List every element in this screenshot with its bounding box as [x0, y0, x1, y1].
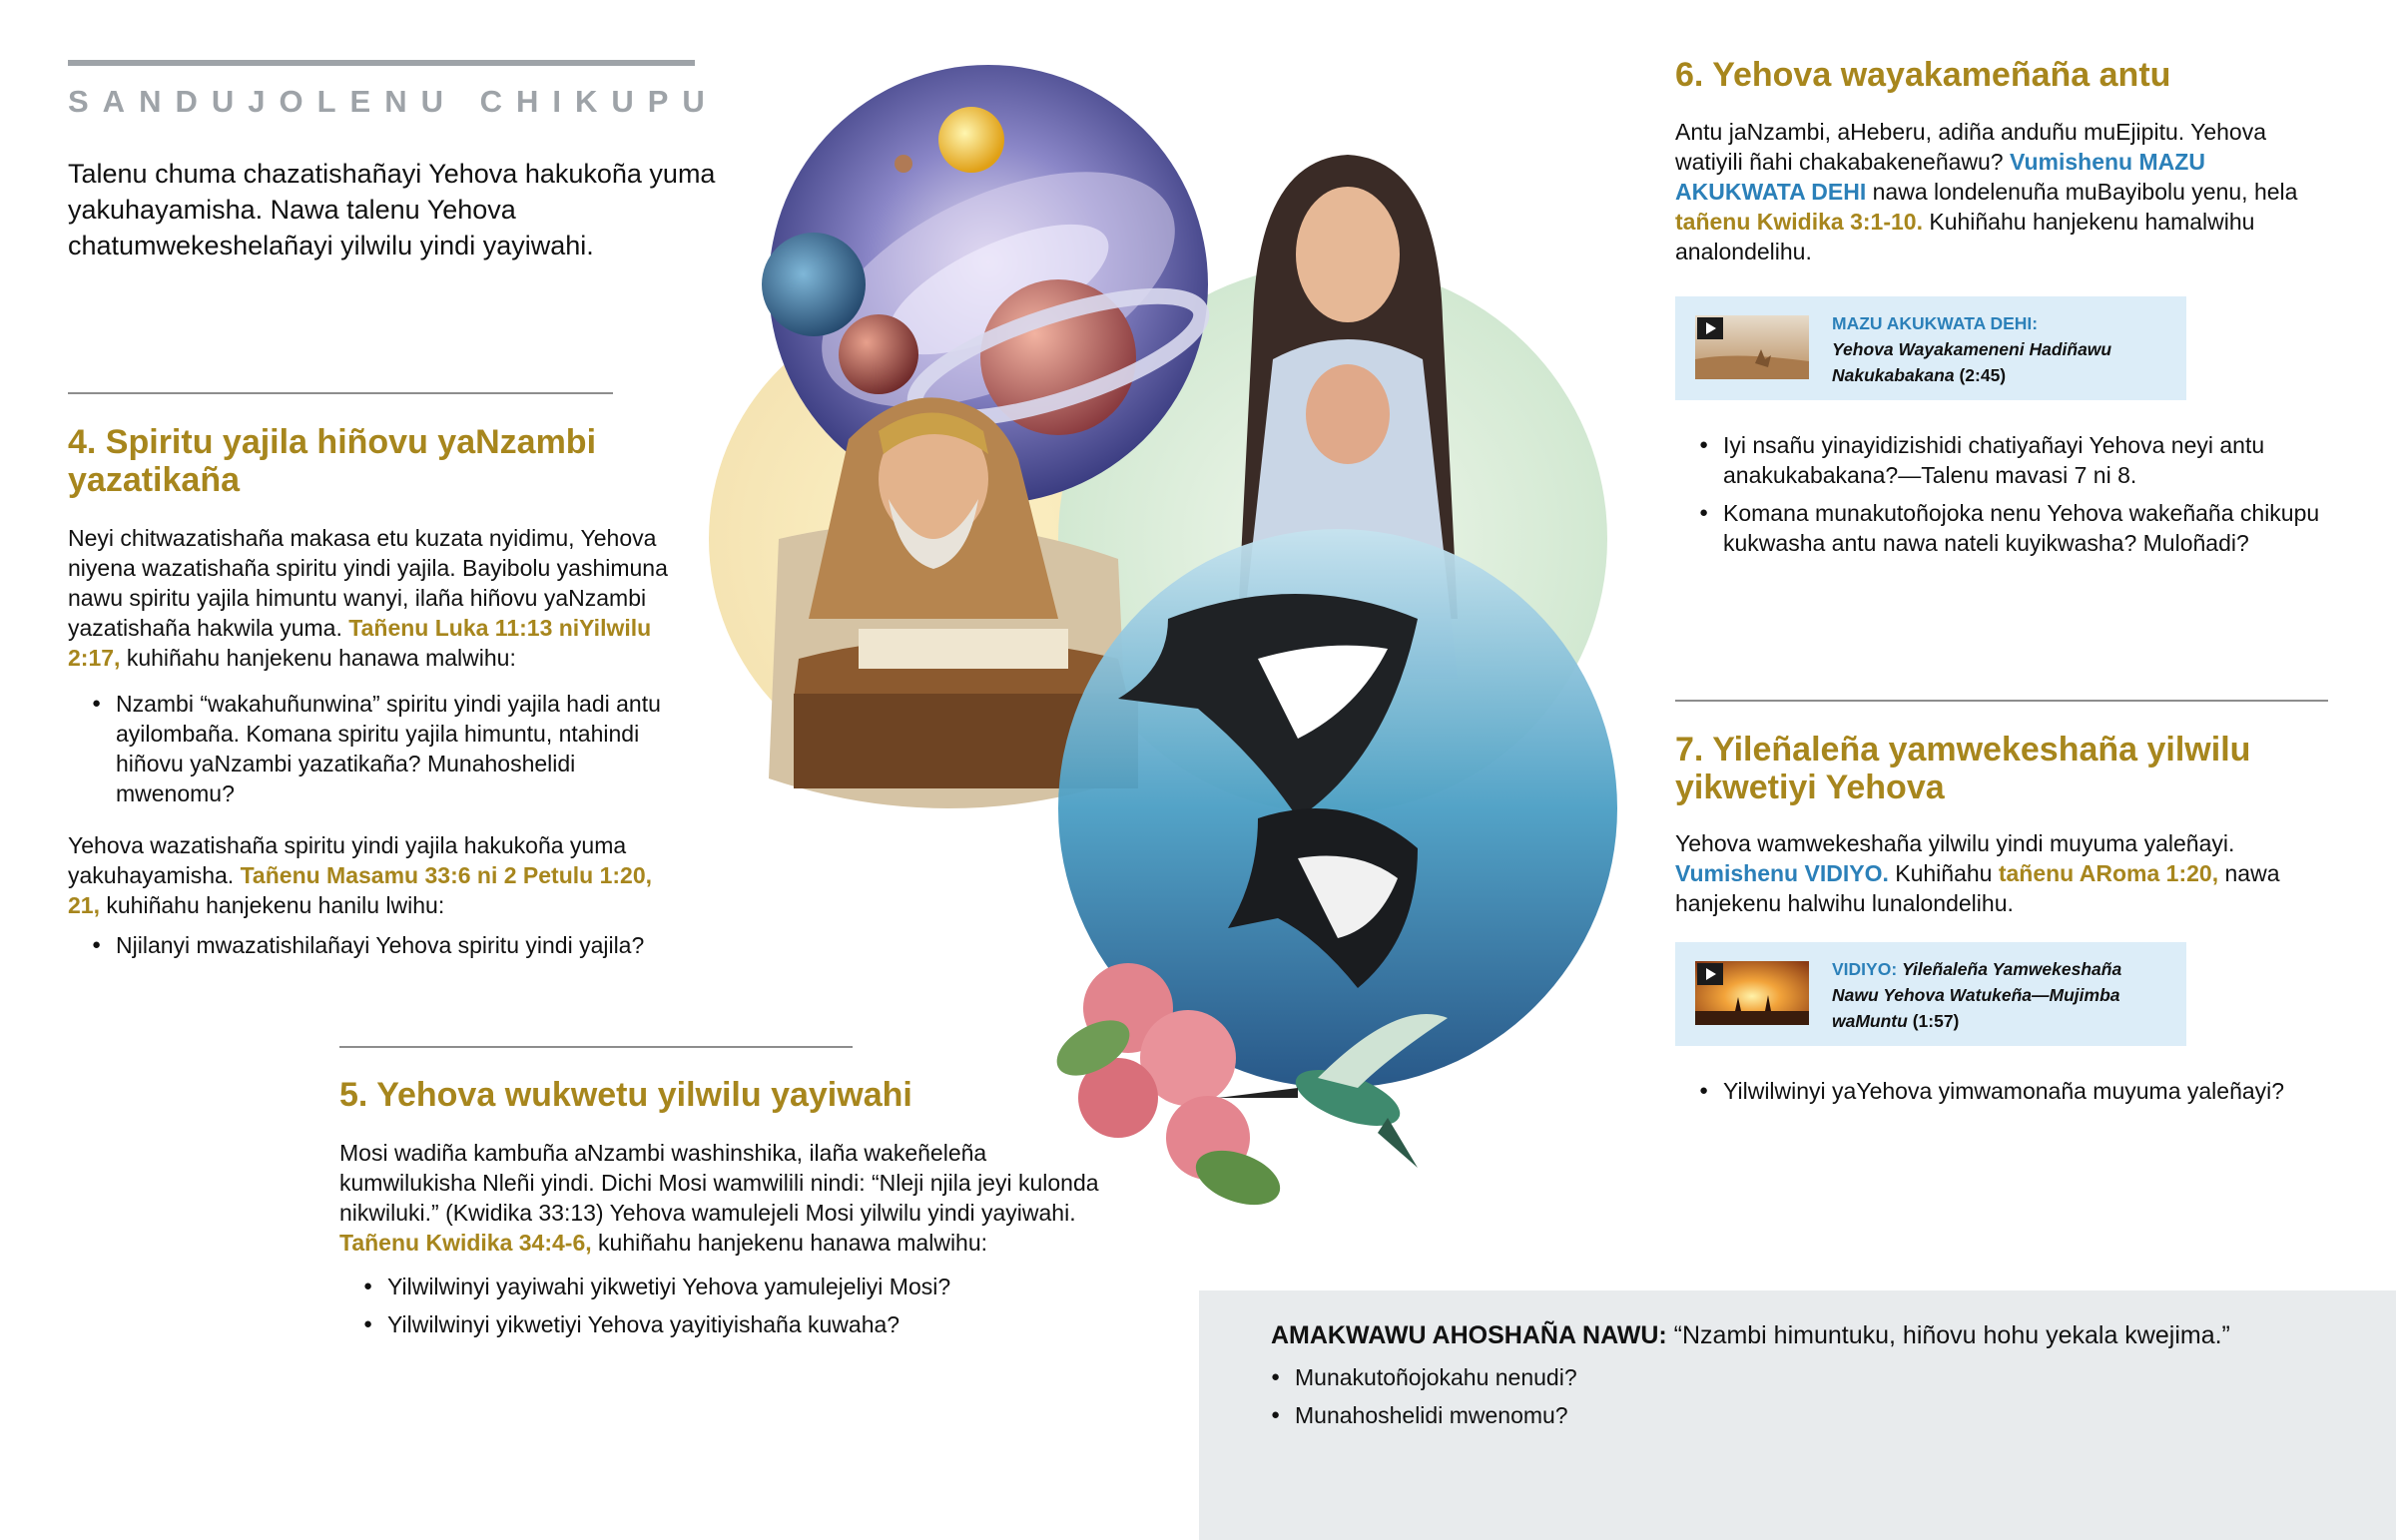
video-title: Yehova Wayakameneni Hadiñawu Nakukabakana: [1832, 339, 2112, 385]
section-7-p-text: Yehova wamwekeshaña yilwilu yindi muyuma yaleñayi.: [1675, 830, 2235, 856]
video-kind-label: VIDIYO:: [1832, 959, 1898, 979]
section-4-p2-text: Yehova wazatishaña spiritu yindi yajila hakukoña yuma yakuhayamisha.: [68, 832, 627, 888]
header-rule: [68, 60, 695, 66]
video-kind-label: MAZU AKUKWATA DEHI:: [1832, 313, 2039, 333]
video-duration: (2:45): [1959, 365, 2007, 385]
section-7-questions: [1675, 1076, 2324, 1114]
objection-questions: [1247, 1362, 2145, 1438]
section-5-p-text: Mosi wadiña kambuña aNzambi washinshika, ilaña wakeñeleña kumwilukisha Nleñi yindi. Dichi Mosi wamwilili nindi: “Nleji njila jeyi kulonda nikwiluki.” (Kwidika 33:13) Yehova wamulejeli Mosi yilwilu yindi yayiwahi.: [339, 1140, 1099, 1226]
section-5-scripture-ref[interactable]: Tañenu Kwidika 34:4-6,: [339, 1230, 592, 1256]
section-7-question: ● Yilwilwinyi yaYehova yimwamonaña muyuma yaleñayi?: [1675, 1076, 2324, 1106]
section-6-p-text: Antu jaNzambi, aHeberu, adiña anduñu muEjipitu. Yehova watiyili ñahi chakabakeneñawu?: [1675, 119, 2267, 175]
section-6-paragraph: [1675, 117, 2324, 266]
section-7-rule: [1675, 700, 2328, 702]
section-6-video-info: [1832, 310, 2170, 388]
section-4-p2-scripture-ref[interactable]: Tañenu Masamu 33:6 ni 2 Petulu 1:20, 21,: [68, 862, 653, 918]
section-4-questions-1: [68, 689, 687, 808]
section-4-paragraph-1: [68, 523, 687, 673]
section-6-video-link[interactable]: Vumishenu MAZU AKUKWATA DEHI: [1675, 149, 2205, 205]
section-7-paragraph: [1675, 828, 2324, 918]
section-4-p1-tail: kuhiñahu hanjekenu hanawa malwihu:: [120, 645, 516, 671]
section-7-video-info: [1832, 956, 2170, 1034]
section-5-question: ● Yilwilwinyi yikwetiyi Yehova yayitiyishaña kuwaha?: [339, 1309, 1128, 1339]
section-4-body: [68, 523, 687, 968]
section-4-p2-tail: kuhiñahu hanjekenu hanilu lwihu:: [99, 892, 445, 918]
section-5-heading: 5. Yehova wukwetu yilwilu yayiwahi: [339, 1076, 912, 1114]
section-5-question: ● Yilwilwinyi yayiwahi yikwetiyi Yehova yamulejeliyi Mosi?: [339, 1272, 1128, 1301]
section-7-scripture-ref[interactable]: tañenu ARoma 1:20,: [1998, 860, 2219, 886]
section-6-question: ● Komana munakutoñojoka nenu Yehova wakeñaña chikupu kukwasha antu nawa nateli kuyikwasha? Muloñadi?: [1675, 498, 2324, 558]
section-4-heading: 4. Spiritu yajila hiñovu yaNzambi yazatikaña: [68, 423, 597, 499]
section-4-questions-2: [68, 930, 687, 960]
sun-icon: [938, 107, 1004, 173]
section-5-questions: [339, 1272, 1128, 1339]
objection-label: AMAKWAWU AHOSHAÑA NAWU:: [1271, 1321, 1667, 1349]
objection-question: ● Munakutoñojokahu nenudi?: [1247, 1362, 2145, 1392]
section-7-video-card[interactable]: [1675, 942, 2186, 1046]
section-6-p-tail: Kuhiñahu hanjekenu hamalwihu analondelihu.: [1675, 209, 2255, 264]
section-7-heading: 7. Yileñaleña yamwekeshaña yilwilu yikwetiyi Yehova: [1675, 731, 2251, 806]
section-6-question: ● Iyi nsañu yinayidizishidi chatiyañayi Yehova neyi antu anakukabakana?—Talenu mavasi 7 ni 8.: [1675, 430, 2324, 490]
section-4-paragraph-2: [68, 830, 687, 920]
intro-text: Talenu chuma chazatishañayi Yehova hakukoña yuma yakuhayamisha. Nawa talenu Yehova chatumwekeshelañayi yilwilu yindi yayiwahi.: [68, 159, 716, 260]
section-5-p-tail: kuhiñahu hanjekenu hanawa malwihu:: [591, 1230, 988, 1256]
video-title: Yileñaleña Yamwekeshaña Nawu Yehova Watukeña—Mujimba waMuntu: [1832, 959, 2122, 1031]
section-6-scripture-ref[interactable]: tañenu Kwidika 3:1-10.: [1675, 209, 1923, 235]
section-7-p-tail: nawa hanjekenu halwihu lunalondelihu.: [1675, 860, 2280, 916]
creation-illustration: [699, 60, 1637, 1208]
section-4-question: ● Njilanyi mwazatishilañayi Yehova spiritu yindi yajila?: [68, 930, 687, 960]
objection-box: [1199, 1290, 2396, 1540]
section-7-p-mid: Kuhiñahu: [1888, 860, 1999, 886]
video-duration: (1:57): [1912, 1011, 1960, 1031]
section-6-questions: [1675, 430, 2324, 566]
section-6-heading: 6. Yehova wayakameñaña antu: [1675, 56, 2171, 94]
earth-icon: [762, 233, 866, 336]
objection-quote: “Nzambi himuntuku, hiñovu hohu yekala kwejima.”: [1666, 1321, 2230, 1349]
section-4-question: ● Nzambi “wakahuñunwina” spiritu yindi yajila hadi antu ayilombaña. Komana spiritu yajila himuntu, ntahindi hiñovu yaNzambi yazatikaña? Munahoshelidi mwenomu?: [68, 689, 687, 808]
section-6-p-mid: nawa londelenuña muBayibolu yenu, hela: [1866, 179, 2298, 205]
section-4-p1-scripture-ref[interactable]: Tañenu Luka 11:13 niYilwilu 2:17,: [68, 615, 652, 671]
page-title: SANDUJOLENU CHIKUPU: [68, 84, 719, 119]
play-icon[interactable]: [1697, 317, 1723, 339]
play-icon[interactable]: [1697, 963, 1723, 985]
objection-statement: [1271, 1318, 2369, 1352]
objection-question: ● Munahoshelidi mwenomu?: [1247, 1400, 2145, 1430]
section-7-video-link[interactable]: Vumishenu VIDIYO.: [1675, 860, 1889, 886]
section-6-video-card[interactable]: [1675, 296, 2186, 400]
section-4-rule: [68, 392, 613, 394]
section-4-p1-text: Neyi chitwazatishaña makasa etu kuzata nyidimu, Yehova niyena wazatishaña spiritu yindi yajila. Bayibolu yashimuna nawu spiritu yajila himuntu wanyi, ilaña hiñovu yaNzambi yazatishaña hakwila yuma.: [68, 525, 668, 641]
